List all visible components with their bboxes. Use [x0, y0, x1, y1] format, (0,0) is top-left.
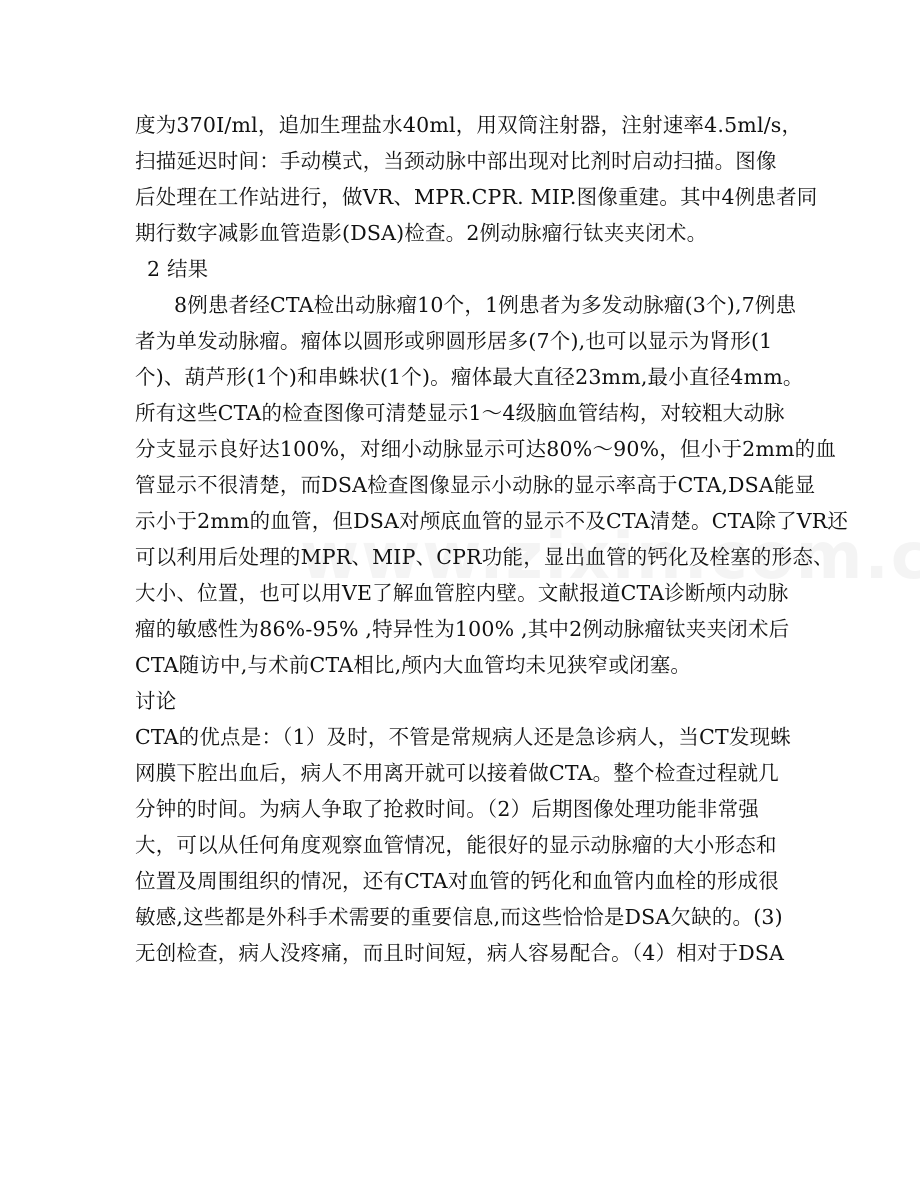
paragraph-line: 所有这些CTA的检查图像可清楚显示1～4级脑血管结构，对较粗大动脉: [135, 401, 785, 425]
paragraph-line: 无创检查，病人没疼痛，而且时间短，病人容易配合。（4）相对于DSA: [135, 941, 785, 965]
paragraph-line: 8例患者经CTA检出动脉瘤10个，1例患者为多发动脉瘤(3个),7例患: [174, 293, 797, 317]
paragraph-line: CTA的优点是：（1）及时，不管是常规病人还是急诊病人，当CT发现蛛: [135, 725, 791, 749]
paragraph-line: 后处理在工作站进行，做VR、MPR.CPR. MIP.图像重建。其中4例患者同: [135, 185, 818, 209]
paragraph-line: 位置及周围组织的情况，还有CTA对血管的钙化和血管内血栓的形成很: [135, 869, 779, 893]
paragraph-line: CTA随访中,与术前CTA相比,颅内大血管均未见狭窄或闭塞。: [135, 653, 692, 677]
paragraph-line: 者为单发动脉瘤。瘤体以圆形或卵圆形居多(7个),也可以显示为肾形(1: [135, 329, 773, 353]
paragraph-line: 度为370I/ml，追加生理盐水40ml，用双筒注射器，注射速率4.5ml/s，: [135, 113, 803, 137]
paragraph-line: 个)、葫芦形(1个)和串蛛状(1个)。瘤体最大直径23mm,最小直径4mm。: [135, 365, 804, 389]
paragraph-line: 大小、位置，也可以用VE了解血管腔内壁。文献报道CTA诊断颅内动脉: [135, 581, 789, 605]
paragraph-line: 瘤的敏感性为86%-95% ,特异性为100% ,其中2例动脉瘤钛夹夹闭术后: [135, 617, 790, 641]
paragraph-line: 网膜下腔出血后，病人不用离开就可以接着做CTA。整个检查过程就几: [135, 761, 779, 785]
paragraph-line: 期行数字减影血管造影(DSA)检查。2例动脉瘤行钛夹夹闭术。: [135, 221, 708, 245]
paragraph-line: 示小于2mm的血管，但DSA对颅底血管的显示不及CTA清楚。CTA除了VR还: [135, 509, 849, 533]
paragraph-line: 扫描延迟时间：手动模式，当颈动脉中部出现对比剂时启动扫描。图像: [135, 149, 777, 173]
paragraph-line: 可以利用后处理的MPR、MIP、CPR功能，显出血管的钙化及栓塞的形态、: [135, 545, 834, 569]
section-heading-results: 2 结果: [147, 257, 209, 281]
paragraph-line: 大，可以从任何角度观察血管情况，能很好的显示动脉瘤的大小形态和: [135, 833, 777, 857]
paragraph-line: 分钟的时间。为病人争取了抢救时间。（2）后期图像处理功能非常强: [135, 797, 759, 821]
paragraph-line: 分支显示良好达100%，对细小动脉显示可达80%～90%，但小于2mm的血: [135, 437, 837, 461]
paragraph-line: 敏感,这些都是外科手术需要的重要信息,而这些恰恰是DSA欠缺的。(3): [135, 905, 783, 929]
section-heading-discussion: 讨论: [135, 689, 177, 713]
paragraph-line: 管显示不很清楚，而DSA检查图像显示小动脉的显示率高于CTA,DSA能显: [135, 473, 816, 497]
